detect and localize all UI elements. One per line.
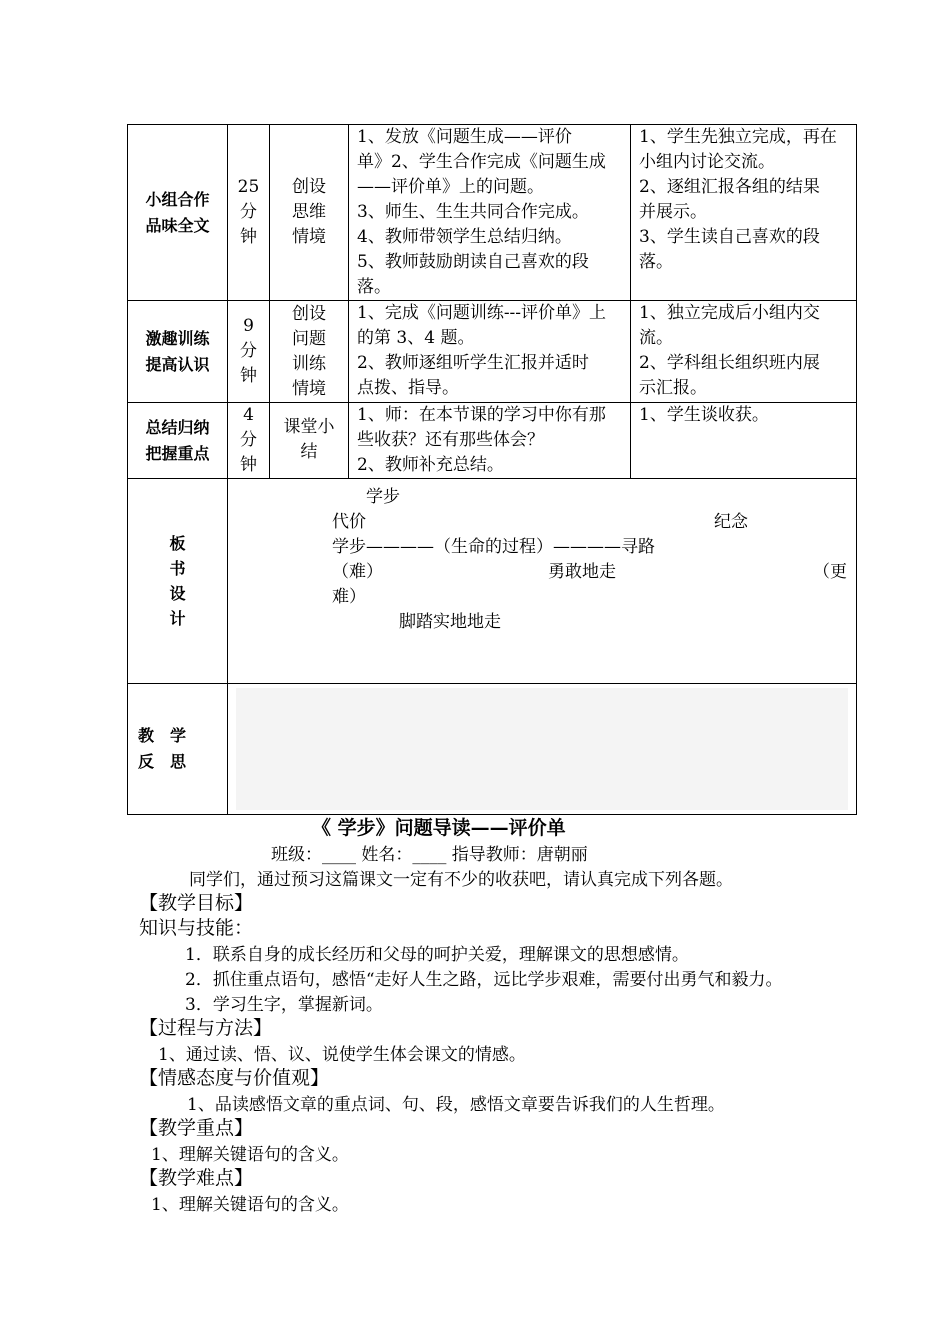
mode-line: 结 [300, 442, 318, 462]
time-cell [228, 301, 270, 403]
teacher-activity-line: 1、发放《问题生成——评价 [357, 127, 572, 147]
board-label-char: 计 [169, 609, 186, 628]
mode-line: 创设 [292, 303, 326, 324]
section-name-line: 激趣训练 [145, 328, 210, 348]
board-label-char: 板 [169, 534, 186, 553]
heading-key-points: 【教学重点】 [139, 1117, 254, 1139]
board-label-cell [128, 479, 228, 684]
board-text-harder-cont: 难） [332, 587, 366, 607]
student-activity-line: 2、逐组汇报各组的结果 [639, 177, 820, 197]
knowledge-item: 2．抓住重点语句，感悟“走好人生之路，远比学步艰难，需要付出勇气和毅力。 [185, 970, 783, 990]
key-point-item: 1、理解关键语句的含义。 [151, 1145, 349, 1165]
student-activity-cell [631, 125, 857, 301]
worksheet-info-line: 班级：____ 姓名：____ 指导教师：唐朝丽 [271, 845, 588, 865]
student-activity-cell [631, 301, 857, 403]
teacher-activity-line: 3、师生、生生共同合作完成。 [357, 202, 589, 222]
heading-emotion-values: 【情感态度与价值观】 [139, 1067, 330, 1089]
section-name-cell [128, 125, 228, 301]
heading-process-methods: 【过程与方法】 [139, 1017, 273, 1039]
difficult-point-item: 1、理解关键语句的含义。 [151, 1195, 349, 1215]
worksheet-intro: 同学们，通过预习这篇课文一定有不少的收获吧，请认真完成下列各题。 [189, 870, 733, 890]
teacher-activity-line: 1、师：在本节课的学习中你有那 [357, 405, 606, 425]
reflection-label-line: 教 学 [138, 726, 187, 745]
board-text-steady: 脚踏实地地走 [399, 612, 501, 632]
time-cell [228, 125, 270, 301]
section-name-line: 小组合作 [145, 189, 210, 209]
board-text-brave: 勇敢地走 [548, 562, 616, 582]
table-row-reflection [128, 684, 857, 815]
heading-difficult-points: 【教学难点】 [139, 1167, 254, 1189]
section-name-line: 把握重点 [145, 443, 210, 463]
reflection-blank-area [236, 688, 848, 810]
section-name-cell [128, 301, 228, 403]
emotion-item: 1、品读感悟文章的重点词、句、段，感悟文章要告诉我们的人生哲理。 [187, 1095, 725, 1115]
table-row-training [128, 301, 857, 403]
teacher-activity-line: 2、教师补充总结。 [357, 455, 504, 475]
student-activity-line: 3、学生读自己喜欢的段 [639, 227, 820, 247]
time-line: 分 [240, 202, 257, 222]
student-activity-line: 示汇报。 [639, 378, 707, 398]
mode-line: 问题 [292, 328, 326, 349]
board-text-cost: 代价 [332, 512, 366, 532]
mode-line: 情境 [292, 378, 326, 399]
mode-cell [270, 301, 349, 403]
teacher-activity-line: 1、完成《问题训练---评价单》上 [357, 303, 607, 323]
mode-line: 课堂小 [283, 417, 335, 437]
teacher-activity-line: 单》2、学生合作完成《问题生成 [357, 152, 606, 172]
teacher-activity-cell [349, 301, 631, 403]
student-activity-cell [631, 403, 857, 479]
time-line: 25 [237, 177, 260, 197]
board-text-memorial: 纪念 [714, 512, 748, 532]
table-row-board-design [128, 479, 857, 684]
teacher-activity-line: 些收获？还有那些体会？ [357, 430, 544, 450]
teacher-activity-cell [349, 125, 631, 301]
time-line: 钟 [240, 227, 257, 247]
mode-cell [270, 125, 349, 301]
reflection-label-cell [128, 684, 228, 815]
table-row-summary [128, 403, 857, 479]
student-activity-line: 小组内讨论交流。 [639, 152, 775, 172]
mode-line: 思维 [292, 202, 326, 222]
mode-line: 情境 [292, 227, 326, 247]
teacher-activity-line: 2、教师逐组听学生汇报并适时 [357, 353, 589, 373]
lesson-plan-table [127, 124, 857, 815]
student-activity-line: 落。 [639, 252, 673, 272]
time-line: 钟 [240, 455, 257, 475]
mode-line: 创设 [292, 177, 326, 197]
section-name-cell [128, 403, 228, 479]
student-activity-line: 1、学生先独立完成，再在 [639, 127, 837, 147]
board-label-char: 书 [169, 559, 186, 578]
board-text-harder: （更 [813, 562, 847, 582]
section-name-line: 品味全文 [145, 215, 210, 235]
time-line: 分 [240, 341, 257, 361]
board-text-hard: （难） [332, 562, 383, 582]
teacher-activity-line: ——评价单》上的问题。 [357, 177, 544, 197]
table-row-group-work [128, 125, 857, 301]
teacher-activity-line: 点拨、指导。 [357, 378, 459, 398]
student-activity-line: 2、学科组长组织班内展 [639, 353, 820, 373]
mode-cell [270, 403, 349, 479]
board-layout [228, 479, 856, 683]
time-cell [228, 403, 270, 479]
board-design-content [228, 479, 857, 684]
time-line: 钟 [240, 366, 257, 386]
student-activity-line: 流。 [639, 328, 673, 348]
board-text-process: 学步————（生命的过程）————寻路 [332, 537, 655, 557]
section-name-line: 总结归纳 [145, 417, 210, 437]
time-line: 9 [243, 316, 254, 336]
reflection-label-line: 反 思 [138, 752, 187, 771]
reflection-content [228, 684, 857, 815]
mode-line: 训练 [292, 353, 326, 374]
teacher-activity-line: 5、教师鼓励朗读自己喜欢的段 [357, 252, 589, 272]
student-activity-line: 1、独立完成后小组内交 [639, 303, 820, 323]
time-line: 分 [240, 430, 257, 450]
heading-teaching-goals: 【教学目标】 [139, 892, 254, 914]
heading-knowledge-skills: 知识与技能： [139, 917, 254, 939]
knowledge-item: 1．联系自身的成长经历和父母的呵护关爱，理解课文的思想感情。 [185, 945, 689, 965]
knowledge-item: 3．学习生字，掌握新词。 [185, 995, 383, 1015]
teacher-activity-line: 的第 3、4 题。 [357, 328, 475, 348]
student-activity-line: 并展示。 [639, 202, 707, 222]
worksheet-title: 《 学步》问题导读——评价单 [312, 817, 566, 839]
board-label-char: 设 [169, 584, 186, 603]
teacher-activity-cell [349, 403, 631, 479]
process-item: 1、通过读、悟、议、说使学生体会课文的情感。 [158, 1045, 526, 1065]
teacher-activity-line: 落。 [357, 277, 391, 297]
board-text-title: 学步 [366, 487, 400, 507]
teacher-activity-line: 4、教师带领学生总结归纳。 [357, 227, 572, 247]
student-activity-line: 1、学生谈收获。 [639, 405, 769, 425]
section-name-line: 提高认识 [145, 354, 210, 374]
time-line: 4 [243, 405, 254, 425]
